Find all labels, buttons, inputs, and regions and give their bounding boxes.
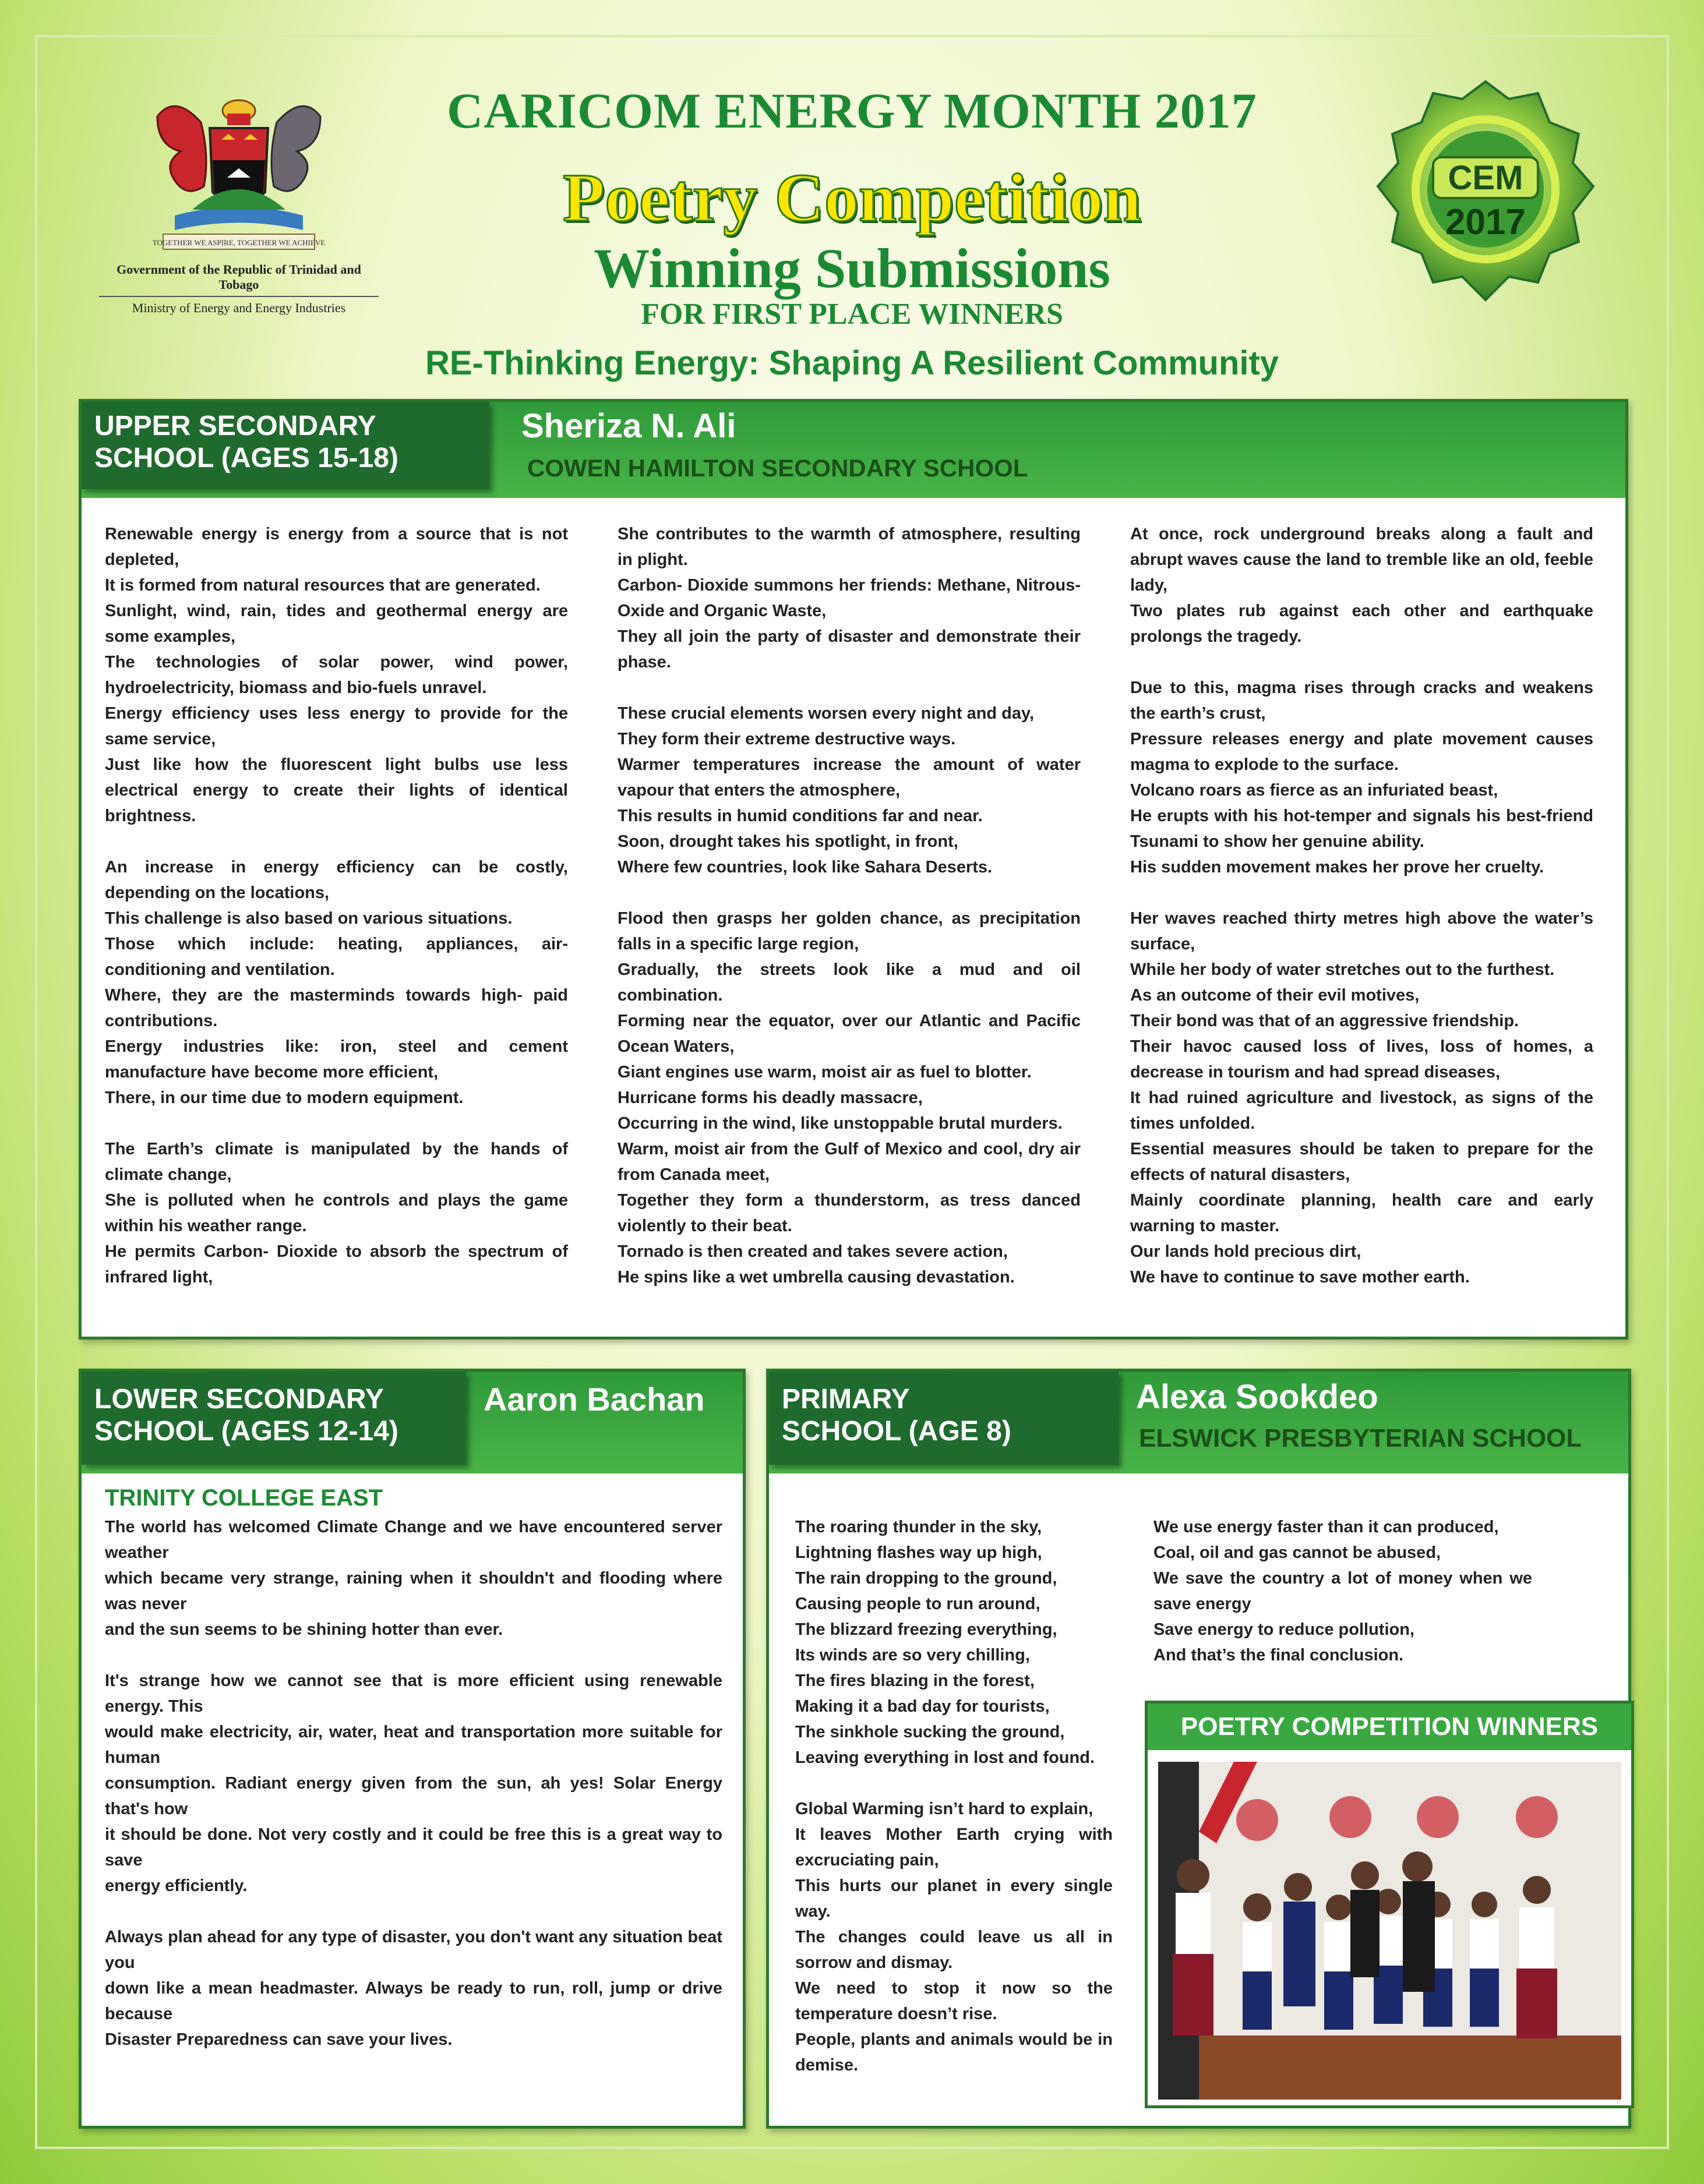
upper-poem-column-2 [618,521,1081,1290]
winners-group-photo [1158,1762,1621,2100]
poem-line: He erupts with his hot-temper and signals his best-friend Tsunami to show her genuine ability. [1130,807,1593,851]
poem-line: It's strange how we cannot see that is more efficient using renewable energy. This [105,1671,722,1716]
poem-line: Those which include: heating, appliances, air-conditioning and ventilation. [105,935,568,979]
poem-stanza [1130,906,1593,1290]
poem-line: Coal, oil and gas cannot be abused, [1153,1543,1441,1562]
upper-winner-name: Sheriza N. Ali [521,407,736,445]
lower-secondary-category [82,1372,466,1465]
poem-line: It leaves Mother Earth crying with excruciating pain, [795,1825,1113,1870]
poem-line: The world has welcomed Climate Change and we have encountered server weather [105,1518,722,1562]
upper-poem-column-1 [105,521,568,1290]
winning-heading: Winning Submissions [594,237,1110,299]
poem-line: We save the country a lot of money when we save energy [1153,1569,1532,1613]
ministry-block [99,262,379,316]
poem-line: While her body of water stretches out to the furthest. [1130,960,1555,979]
poem-stanza [105,1924,722,2052]
poem-line: Renewable energy is energy from a source that is not depleted, [105,525,568,569]
poem-line: Leaving everything in lost and found. [795,1748,1095,1767]
lower-secondary-panel [79,1369,746,2129]
poem-line: Occurring in the wind, like unstoppable brutal murders. [618,1114,1063,1133]
poem-line: Soon, drought takes his spotlight, in front, [618,832,958,851]
poem-line: Global Warming isn’t hard to explain, [795,1800,1093,1818]
poem-line: It had ruined agriculture and livestock, as signs of the times unfolded. [1130,1089,1593,1133]
poem-line: There, in our time due to modern equipment. [105,1089,464,1107]
poem-line: His sudden movement makes her prove her cruelty. [1130,858,1544,877]
primary-winner-school: ELSWICK PRESBYTERIAN SCHOOL [1139,1424,1582,1453]
upper-winner-school: COWEN HAMILTON SECONDARY SCHOOL [527,454,1028,482]
winners-photo-panel [1145,1701,1634,2108]
primary-category [769,1372,1119,1465]
poem-line: Energy efficiency uses less energy to provide for the same service, [105,704,568,748]
government-line: Government of the Republic of Trinidad and Tobago [99,262,379,297]
poem-line: Two plates rub against each other and earthquake prolongs the tragedy. [1130,602,1593,646]
poem-line: Where few countries, look like Sahara Deserts. [618,858,993,877]
poem-line: These crucial elements worsen every night and day, [618,704,1035,723]
svg-text:CEM: CEM [1448,159,1523,197]
poem-line: it should be done. Not very costly and it could be free this is a great way to save [105,1825,722,1870]
poem-line: Energy industries like: iron, steel and cement manufacture have become more efficient, [105,1037,568,1082]
poem-line: Always plan ahead for any type of disaster, you don't want any situation beat you [105,1928,722,1972]
competition-title: Poetry Competition [563,160,1141,236]
poem-stanza [1130,521,1593,649]
upper-poem-column-3 [1130,521,1593,1290]
primary-poem-column-1 [795,1514,1113,2078]
category-line: SCHOOL (AGES 12-14) [94,1416,398,1447]
poem-line: She contributes to the warmth of atmosphere, resulting in plight. [618,525,1081,569]
poem-stanza [795,1514,1113,1770]
poem-line: Hurricane forms his deadly massacre, [618,1089,923,1107]
poem-line: Mainly coordinate planning, health care and early warning to master. [1130,1191,1593,1235]
poem-line: And that’s the final conclusion. [1153,1646,1404,1664]
poem-line: Its winds are so very chilling, [795,1646,1030,1664]
poem-line: The fires blazing in the forest, [795,1671,1035,1690]
poem-stanza [618,906,1081,1290]
poem-line: As an outcome of their evil motives, [1130,986,1420,1005]
poem-line: Forming near the equator, over our Atlantic and Pacific Ocean Waters, [618,1012,1081,1056]
poem-line: Their bond was that of an aggressive friendship. [1130,1012,1519,1030]
svg-text:TOGETHER WE ASPIRE, TOGETHER W: TOGETHER WE ASPIRE, TOGETHER WE ACHIEVE [152,238,326,247]
category-line: UPPER SECONDARY [94,411,376,441]
poem-line: and the sun seems to be shining hotter than ever. [105,1620,503,1639]
poem-line: The Earth’s climate is manipulated by the hands of climate change, [105,1140,568,1184]
poem-line: We use energy faster than it can produced, [1153,1518,1499,1536]
category-line: SCHOOL (AGE 8) [782,1416,1011,1447]
primary-poem-column-2 [1153,1514,1532,1668]
poem-line: This hurts our planet in every single way. [795,1876,1113,1921]
poem-line: Pressure releases energy and plate movement causes magma to explode to the surface. [1130,730,1593,774]
poem-line: This challenge is also based on various situations. [105,909,513,928]
poem-line: He spins like a wet umbrella causing devastation. [618,1268,1015,1287]
page-title: CARICOM ENERGY MONTH 2017 [447,83,1257,139]
poem-line: down like a mean headmaster. Always be ready to run, roll, jump or drive because [105,1979,722,2023]
poem-stanza [618,521,1081,675]
poem-stanza [105,521,568,829]
theme-line: RE-Thinking Energy: Shaping A Resilient Community [425,344,1279,382]
poem-stanza [1153,1514,1532,1668]
poem-line: We have to continue to save mother earth. [1130,1268,1470,1287]
poem-line: Save energy to reduce pollution, [1153,1620,1414,1639]
poem-line: Disaster Preparedness can save your lives. [105,2030,453,2049]
lower-poem [105,1514,722,2052]
poem-line: Sunlight, wind, rain, tides and geothermal energy are some examples, [105,602,568,646]
poem-line: Together they form a thunderstorm, as tress danced violently to their beat. [618,1191,1081,1235]
poem-line: We need to stop it now so the temperature doesn’t rise. [795,1979,1113,2023]
poem-line: The changes could leave us all in sorrow and dismay. [795,1928,1113,1972]
poem-line: consumption. Radiant energy given from the sun, ah yes! Solar Energy that's how [105,1774,722,1818]
poem-line: An increase in energy efficiency can be costly, depending on the locations, [105,858,568,902]
poem-line: Lightning flashes way up high, [795,1543,1042,1562]
ministry-line: Ministry of Energy and Energy Industries [132,301,346,315]
poem-line: Giant engines use warm, moist air as fuel to blotter. [618,1063,1032,1082]
poem-line: Our lands hold precious dirt, [1130,1242,1361,1261]
cem-2017-logo [1363,70,1608,314]
poem-line: He permits Carbon- Dioxide to absorb the spectrum of infrared light, [105,1242,568,1287]
poem-line: which became very strange, raining when it shouldn't and flooding where was never [105,1569,722,1613]
poem-line: She is polluted when he controls and plays the game within his weather range. [105,1191,568,1235]
poem-line: At once, rock underground breaks along a fault and abrupt waves cause the land to tremble like an old, feeble lady, [1130,525,1593,595]
poem-stanza [618,701,1081,880]
poem-line: Causing people to run around, [795,1595,1040,1613]
poem-line: Carbon- Dioxide summons her friends: Methane, Nitrous- Oxide and Organic Waste, [618,576,1081,620]
poem-line: People, plants and animals would be in demise. [795,2030,1113,2075]
poem-line: They form their extreme destructive ways. [618,730,956,748]
primary-winner-name: Alexa Sookdeo [1136,1378,1378,1416]
poem-line: Making it a bad day for tourists, [795,1697,1050,1716]
poem-stanza [105,1514,722,1642]
poem-line: The rain dropping to the ground, [795,1569,1057,1588]
poem-stanza [105,1668,722,1899]
poem-line: would make electricity, air, water, heat and transportation more suitable for human [105,1723,722,1767]
poem-line: This results in humid conditions far and near. [618,807,983,825]
poem-line: Tornado is then created and takes severe action, [618,1242,1008,1261]
poem-line: It is formed from natural resources that are generated. [105,576,541,595]
coat-of-arms-icon [140,82,338,256]
poem-line: Their havoc caused loss of lives, loss of homes, a decrease in tourism and had spread diseases, [1130,1037,1593,1082]
poem-line: Essential measures should be taken to prepare for the effects of natural disasters, [1130,1140,1593,1184]
winners-subheading: FOR FIRST PLACE WINNERS [641,298,1063,331]
poem-stanza [105,1136,568,1290]
poem-line: The sinkhole sucking the ground, [795,1723,1065,1741]
category-line: LOWER SECONDARY [94,1384,384,1415]
winners-title: POETRY COMPETITION WINNERS [1148,1704,1631,1750]
poem-line: Where, they are the masterminds towards high- paid contributions. [105,986,568,1030]
poem-line: Warmer temperatures increase the amount of water vapour that enters the atmosphere, [618,755,1081,800]
poem-line: Due to this, magma rises through cracks and weakens the earth’s crust, [1130,678,1593,723]
category-line: PRIMARY [782,1384,910,1415]
lower-winner-school: TRINITY COLLEGE EAST [105,1485,383,1511]
poem-line: Gradually, the streets look like a mud and oil combination. [618,960,1081,1005]
poem-line: The roaring thunder in the sky, [795,1518,1042,1536]
poem-line: The technologies of solar power, wind power, hydroelectricity, biomass and bio-fuels unravel. [105,653,568,697]
poem-stanza [1130,675,1593,880]
poem-stanza [795,1796,1113,2078]
category-line: SCHOOL (AGES 15-18) [94,443,398,474]
poem-stanza [105,854,568,1111]
poem-line: The blizzard freezing everything, [795,1620,1057,1639]
lower-winner-name: Aaron Bachan [484,1381,705,1418]
upper-secondary-category [82,402,489,489]
poem-line: They all join the party of disaster and demonstrate their phase. [618,627,1081,672]
poem-line: Flood then grasps her golden chance, as precipitation falls in a specific large region, [618,909,1081,953]
poem-line: Warm, moist air from the Gulf of Mexico and cool, dry air from Canada meet, [618,1140,1081,1184]
svg-text:2017: 2017 [1445,202,1526,242]
poem-line: energy efficiently. [105,1876,248,1895]
poem-line: Her waves reached thirty metres high above the water’s surface, [1130,909,1593,953]
upper-secondary-panel [79,399,1628,1340]
poem-line: Volcano roars as fierce as an infuriated beast, [1130,781,1498,800]
poem-line: Just like how the fluorescent light bulbs use less electrical energy to create their lights of identical brightness. [105,755,568,825]
